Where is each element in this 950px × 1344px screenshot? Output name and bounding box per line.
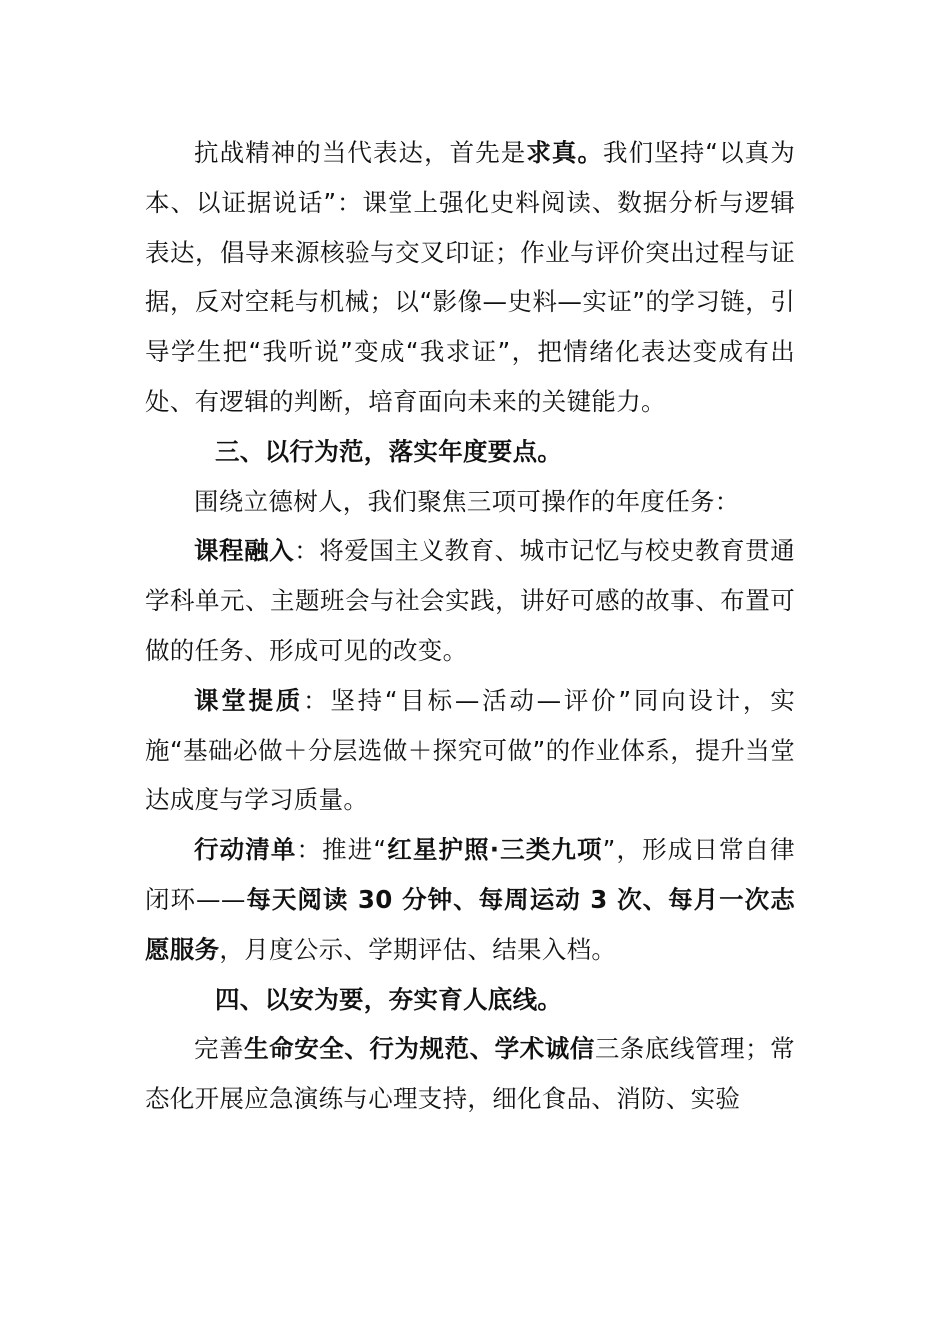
text-run: 我们坚持“以真为本、以证据说话”：课堂上强化史料阅读、数据分析与逻辑表达，倡导来源核验与交叉印证；作业与评价突出过程与证据，反对空耗与机械；以“影像—史料—实证”的学习链，引导学生把“我听说”变成“我求证”，把情绪化表达变成有出处、有逻辑的判断，培育面向未来的关键能力。 bbox=[145, 138, 795, 416]
bold-text-run: 三、以行为范，落实年度要点。 bbox=[215, 436, 563, 466]
body-paragraph bbox=[145, 526, 795, 675]
text-run: ：坚持“目标—活动—评价”同向设计，实施“基础必做＋分层选做＋探究可做”的作业体系，提升当堂达成度与学习质量。 bbox=[145, 685, 795, 815]
bold-text-run: 课程融入 bbox=[194, 536, 295, 566]
body-paragraph bbox=[145, 477, 795, 527]
bold-text-run: 行动清单 bbox=[194, 835, 297, 865]
text-run: 抗战精神的当代表达，首先是 bbox=[194, 138, 527, 167]
body-paragraph bbox=[145, 676, 795, 825]
section-heading bbox=[145, 975, 795, 1025]
text-run: ：推进“ bbox=[296, 835, 387, 865]
body-paragraph bbox=[145, 128, 795, 427]
body-paragraph bbox=[145, 1024, 795, 1124]
section-heading bbox=[145, 427, 795, 477]
text-run: ：将爱国主义教育、城市记忆与校史教育贯通学科单元、主题班会与社会实践，讲好可感的故事、布置可做的任务、形成可见的改变。 bbox=[145, 536, 796, 665]
bold-text-run: 每天阅读 30 分钟、每周运动 3 次、每月一次志愿服务 bbox=[145, 884, 795, 964]
bold-text-run: 课堂提质 bbox=[194, 685, 304, 715]
body-paragraph bbox=[145, 825, 795, 974]
text-run: 三条底线管理；常态化开展应急演练与心理支持，细化食品、消防、实验 bbox=[145, 1034, 795, 1114]
document-body bbox=[145, 128, 795, 1124]
bold-text-run: 四、以安为要，夯实育人底线。 bbox=[215, 984, 563, 1014]
bold-text-run: 生命安全、行为规范、学术诚信 bbox=[244, 1034, 595, 1064]
bold-text-run: 求真。 bbox=[526, 138, 604, 167]
text-run: ，月度公示、学期评估、结果入档。 bbox=[219, 934, 617, 964]
text-run: 完善 bbox=[194, 1034, 245, 1064]
text-run: ”，形成日常自律闭环—— bbox=[145, 835, 795, 914]
bold-text-run: 红星护照·三类九项 bbox=[386, 835, 603, 865]
text-run: 围绕立德树人，我们聚焦三项可操作的年度任务： bbox=[194, 486, 740, 516]
